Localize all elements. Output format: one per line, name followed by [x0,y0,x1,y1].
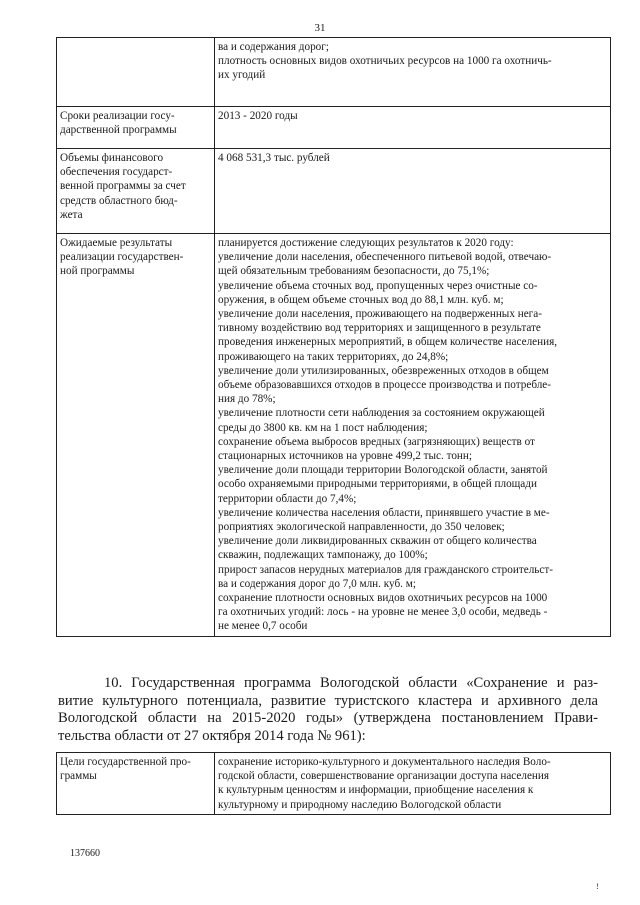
text-line: 2013 - 2020 годы [218,110,298,122]
text-line: объеме образовавшихся отходов в процессе производства и потребле- [218,379,552,392]
heading-line: Вологодской области на 2015-2020 годы» (утверждена постановлением Прави- [58,710,598,726]
program-passport-table [56,37,611,637]
document-number: 137660 [70,848,100,859]
text-line: проживающего на таких территориях, до 24,8%; [218,350,449,363]
text-line: Ожидаемые результаты [60,237,173,249]
row-content-financing [215,149,611,234]
text-line: ва и содержания дорог до 7,0 млн. куб. м; [218,577,416,590]
heading-line: 10. Государственная программа Вологодской области «Сохранение и раз- [104,675,598,691]
text-line: стационарных источников на уровне 499,2 тыс. тонн; [218,450,473,463]
text-line: жета [60,208,83,221]
text-line: обеспечения государст- [60,166,173,179]
table-row [57,234,611,637]
row-label-continued [57,38,215,107]
text-line: Сроки реализации госу- [60,110,175,122]
text-line: не менее 0,7 особи [218,620,308,633]
text-line: к культурным ценностям и информации, приобщение населения к [218,784,534,797]
text-line: прирост запасов нерудных материалов для гражданского строительст- [218,563,553,576]
text-line: территории области до 7,4%; [218,492,357,505]
text-line: сохранение объема выбросов вредных (загрязняющих) веществ от [218,435,535,448]
text-line: плотность основных видов охотничьих ресурсов на 1000 га охотничь- [218,55,552,68]
text-line: проведения инженерных мероприятий, в общем количестве населения, [218,336,558,349]
text-line: Цели государственной про- [60,756,191,768]
text-line: Объемы финансового [60,152,164,164]
text-line: среды до 3800 кв. км на 1 пост наблюдения; [218,421,428,434]
row-label-goals [57,753,215,815]
row-label-financing [57,149,215,234]
text-line: сохранение историко-культурного и документального наследия Воло- [218,756,551,768]
text-line: увеличение доли утилизированных, обезвреженных отходов в общем [218,364,549,377]
heading-line: тельства области от 27 октября 2014 года № 961): [58,727,366,744]
text-line: дарственной программы [60,124,177,137]
row-content-expected-results [215,234,611,637]
text-line: ва и содержания дорог; [218,41,329,53]
heading-line: витие культурного потенциала, развитие туристского кластера и архивного дела [58,692,598,709]
text-line: оружения, в общем объеме сточных вод до 88,1 млн. куб. м; [218,293,504,306]
text-line: ния до 78%; [218,393,276,406]
corner-mark: ! [596,882,599,891]
row-content-goals [215,753,611,815]
text-line: венной программы за счет [60,180,186,193]
text-line: га охотничьих угодий: лось - на уровне не менее 3,0 особи, медведь - [218,606,548,619]
text-line: планируется достижение следующих результатов к 2020 году: [218,237,514,249]
table-row [57,38,611,107]
text-line: роприятиях экологической направленности, до 350 человек; [218,521,505,534]
program-goals-table [56,752,611,815]
table-row [57,753,611,815]
row-content-continued [215,38,611,107]
text-line: увеличение доли ликвидированных скважин от общего количества [218,535,537,548]
page-number: 31 [314,22,326,34]
text-line: 4 068 531,3 тыс. рублей [218,152,330,164]
text-line: щей обязательным требованиям безопасности, до 75,1%; [218,265,490,278]
text-line: увеличение доли населения, проживающего на подверженных нега- [218,308,542,321]
text-line: культурному и природному наследию Вологодской области [218,798,502,811]
text-line: скважин, подлежащих тампонажу, до 100%; [218,549,428,562]
text-line: тивному воздействию вод территориях и защищенного в результате [218,322,541,335]
text-line: сохранение плотности основных видов охотничьих ресурсов на 1000 [218,592,548,605]
text-line: годской области, совершенствование организации доступа населения [218,770,550,783]
text-line: увеличение плотности сети наблюдения за состоянием окружающей [218,407,545,420]
text-line: увеличение доли населения, обеспеченного питьевой водой, отвечаю- [218,251,552,264]
row-label-expected-results [57,234,215,637]
text-line: увеличение количества населения области, принявшего участие в ме- [218,506,550,519]
table-row [57,149,611,234]
section-heading [58,675,598,745]
table-row [57,107,611,149]
text-line: увеличение доли площади территории Вологодской области, занятой [218,464,548,477]
text-line: их угодий [218,69,266,82]
text-line: реализации государствен- [60,251,184,264]
text-line: средств областного бюд- [60,194,178,207]
text-line: ной программы [60,265,135,278]
row-content-timeframe [215,107,611,149]
text-line: увеличение объема сточных вод, пропущенных через очистные со- [218,279,538,292]
text-line: особо охраняемыми природными территориями, в общей площади [218,478,537,491]
text-line: граммы [60,770,97,783]
row-label-timeframe [57,107,215,149]
